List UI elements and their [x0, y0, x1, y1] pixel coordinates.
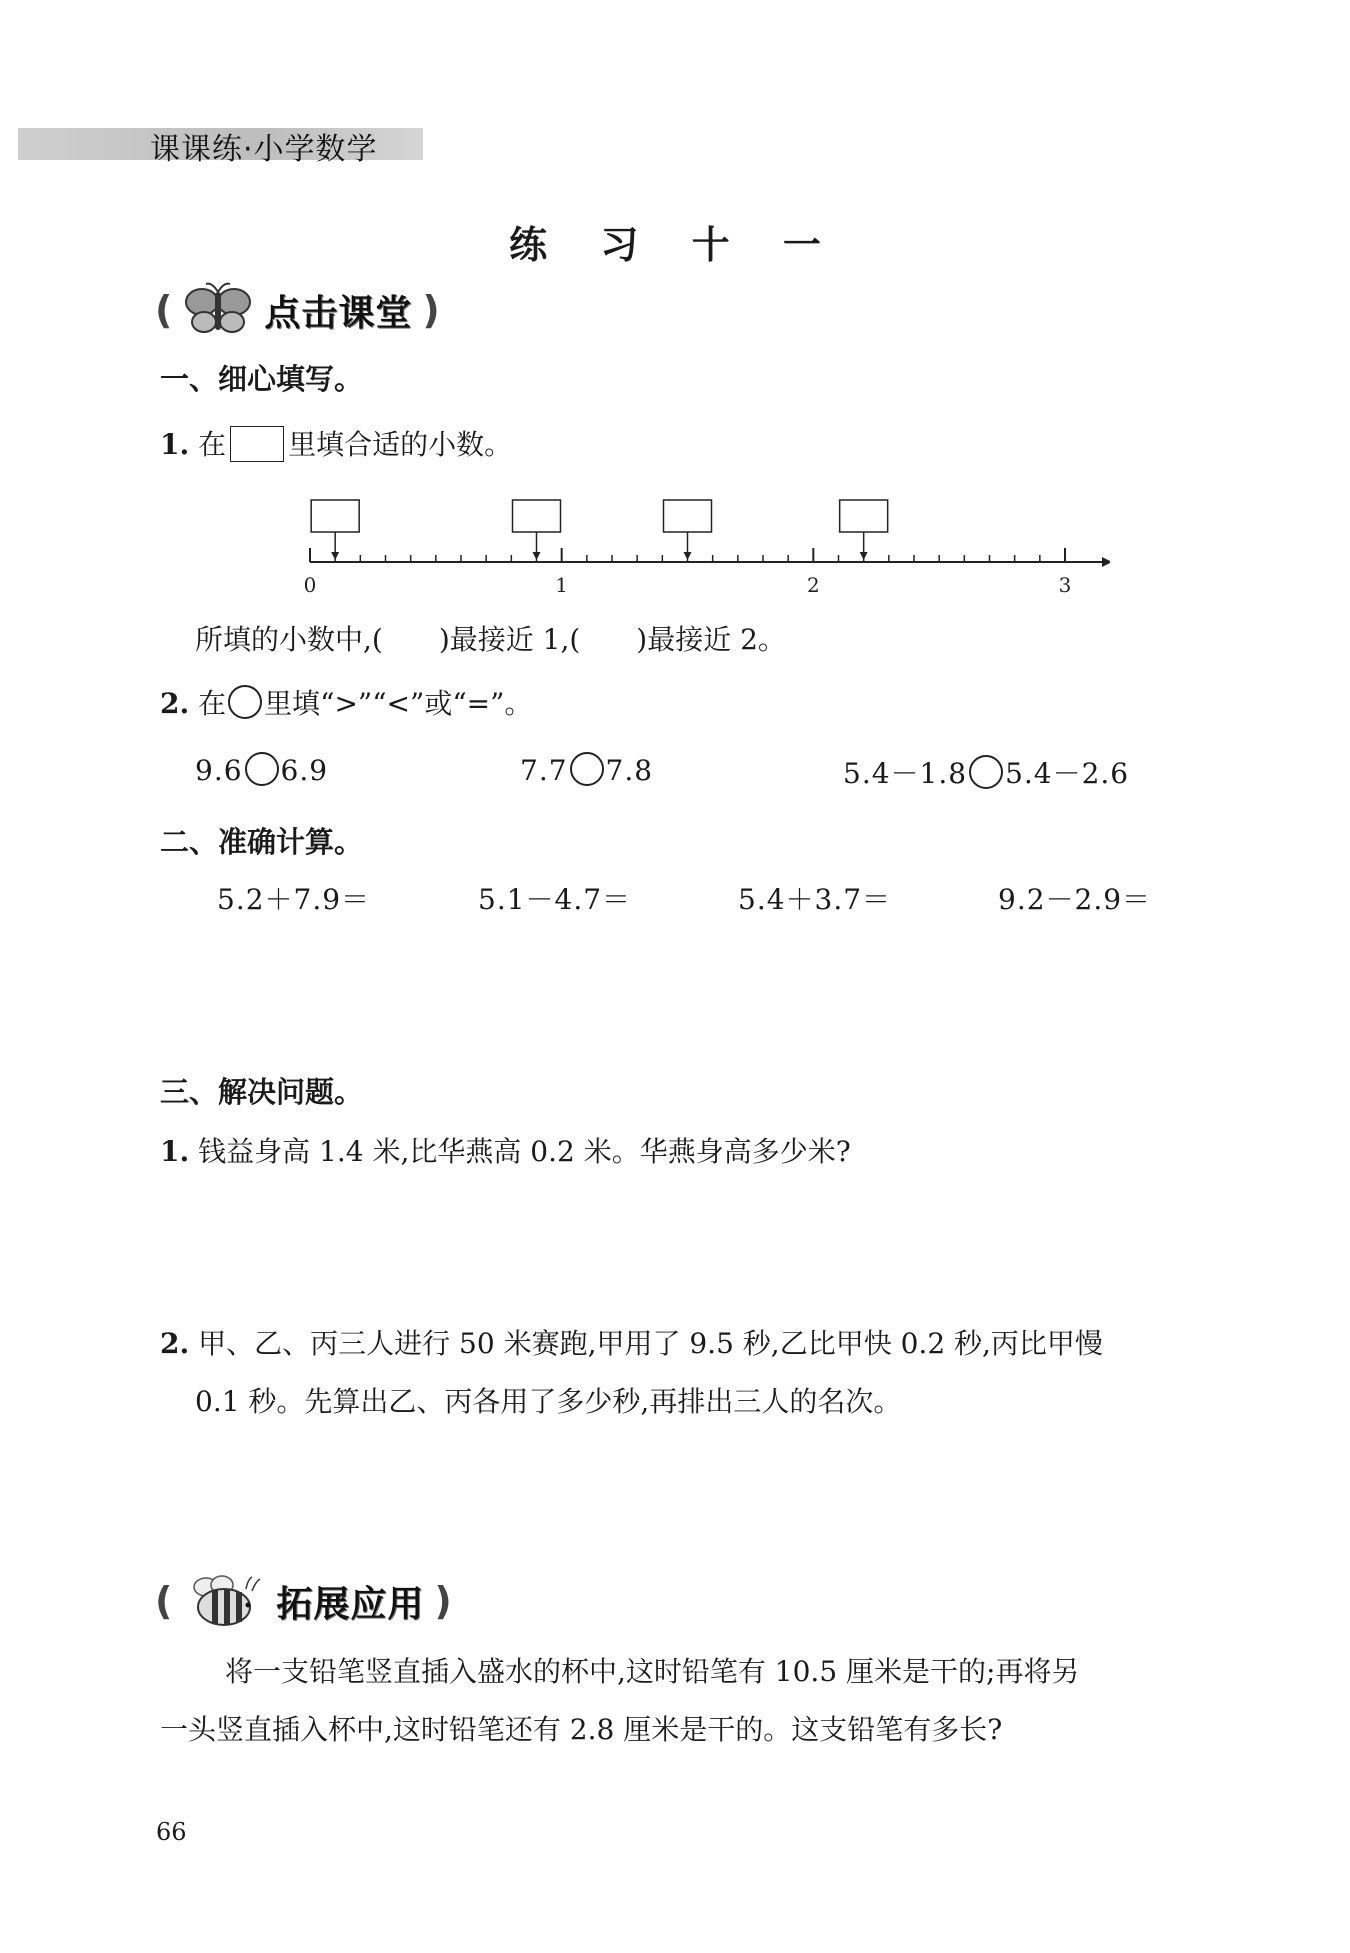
question-number: 1.: [160, 1135, 190, 1168]
series-title: 课课练·小学数学: [150, 132, 378, 167]
calc-item-2: 5.1－4.7＝: [478, 883, 632, 916]
compare-right: 7.8: [605, 754, 654, 787]
butterfly-icon: [182, 282, 254, 338]
compare-circle[interactable]: [570, 752, 604, 786]
pointer-arrow: [331, 552, 339, 560]
compare-item-1: [195, 752, 328, 787]
question-3-2: [160, 1322, 1103, 1362]
page-title: 练 习 十 一: [509, 223, 841, 267]
calc-item-3: 5.4＋3.7＝: [738, 883, 892, 916]
number-line-boxes: [311, 500, 888, 560]
question-text-line1: 甲、乙、丙三人进行 50 米赛跑,甲用了 9.5 秒,乙比甲快 0.2 秒,丙比甲慢: [198, 1327, 1103, 1360]
answer-box: [664, 500, 712, 532]
calc-item-4: 9.2－2.9＝: [998, 883, 1152, 916]
answer-box: [311, 500, 359, 532]
compare-left: 5.4－1.8: [843, 757, 968, 790]
compare-left: 9.6: [195, 754, 243, 787]
question-3-1: [160, 1130, 851, 1170]
tick-label: 0: [303, 573, 317, 597]
section-heading-2: 二、准确计算。: [160, 825, 364, 859]
banner-left-bracket: (: [155, 288, 173, 332]
number-line: [290, 490, 1110, 600]
question-text: 钱益身高 1.4 米,比华燕高 0.2 米。华燕身高多少米?: [198, 1135, 851, 1168]
question-suffix: 里填合适的小数。: [288, 428, 513, 461]
number-line-labels: [304, 573, 1072, 597]
question-3-2-line2: 0.1 秒。先算出乙、丙各用了多少秒,再排出三人的名次。: [195, 1385, 902, 1418]
question-prefix: 在: [198, 687, 227, 720]
extension-line2: 一头竖直插入杯中,这时铅笔还有 2.8 厘米是干的。这支铅笔有多长?: [160, 1713, 1003, 1746]
banner-left-bracket: (: [155, 1579, 173, 1623]
compare-circle-sample: [228, 685, 262, 719]
question-number: 2.: [160, 1327, 190, 1360]
compare-circle[interactable]: [245, 752, 279, 786]
question-1-1-followup: 所填的小数中,( )最接近 1,( )最接近 2。: [195, 623, 786, 656]
answer-box: [513, 500, 561, 532]
compare-item-2: [520, 752, 653, 787]
banner-right-bracket: ): [422, 288, 440, 332]
question-number: 1.: [160, 428, 190, 461]
extension-line1: 将一支铅笔竖直插入盛水的杯中,这时铅笔有 10.5 厘米是干的;再将另: [225, 1655, 1080, 1688]
question-number: 2.: [160, 687, 190, 720]
calc-item-1: 5.2＋7.9＝: [217, 883, 371, 916]
pointer-arrow: [684, 552, 692, 560]
answer-box-sample: [230, 426, 284, 462]
compare-left: 7.7: [520, 754, 568, 787]
page-number: 66: [156, 1818, 187, 1846]
pointer-arrow: [860, 552, 868, 560]
compare-circle[interactable]: [969, 755, 1003, 789]
banner-label: 拓展应用: [276, 1583, 425, 1625]
banner-right-bracket: ): [434, 1579, 452, 1623]
answer-box: [840, 500, 888, 532]
tick-label: 1: [555, 573, 569, 597]
question-suffix: 里填“>”“<”或“=”。: [264, 687, 533, 720]
banner-label: 点击课堂: [264, 292, 413, 334]
banner-tuozhan-yingyong: [155, 1576, 452, 1626]
question-1-1: [160, 423, 512, 463]
compare-right: 5.4－2.6: [1005, 757, 1130, 790]
section-heading-3: 三、解决问题。: [160, 1075, 364, 1109]
tick-label: 2: [806, 573, 820, 597]
question-1-2: [160, 682, 532, 722]
pointer-arrow: [533, 552, 541, 560]
question-prefix: 在: [198, 428, 227, 461]
compare-item-3: [843, 752, 1129, 792]
banner-dianji-ketang: [155, 285, 440, 335]
bee-icon: [182, 1573, 266, 1629]
compare-right: 6.9: [280, 754, 329, 787]
number-line-arrow: [1102, 557, 1110, 567]
section-heading-1: 一、细心填写。: [160, 362, 364, 396]
tick-label: 3: [1058, 573, 1072, 597]
